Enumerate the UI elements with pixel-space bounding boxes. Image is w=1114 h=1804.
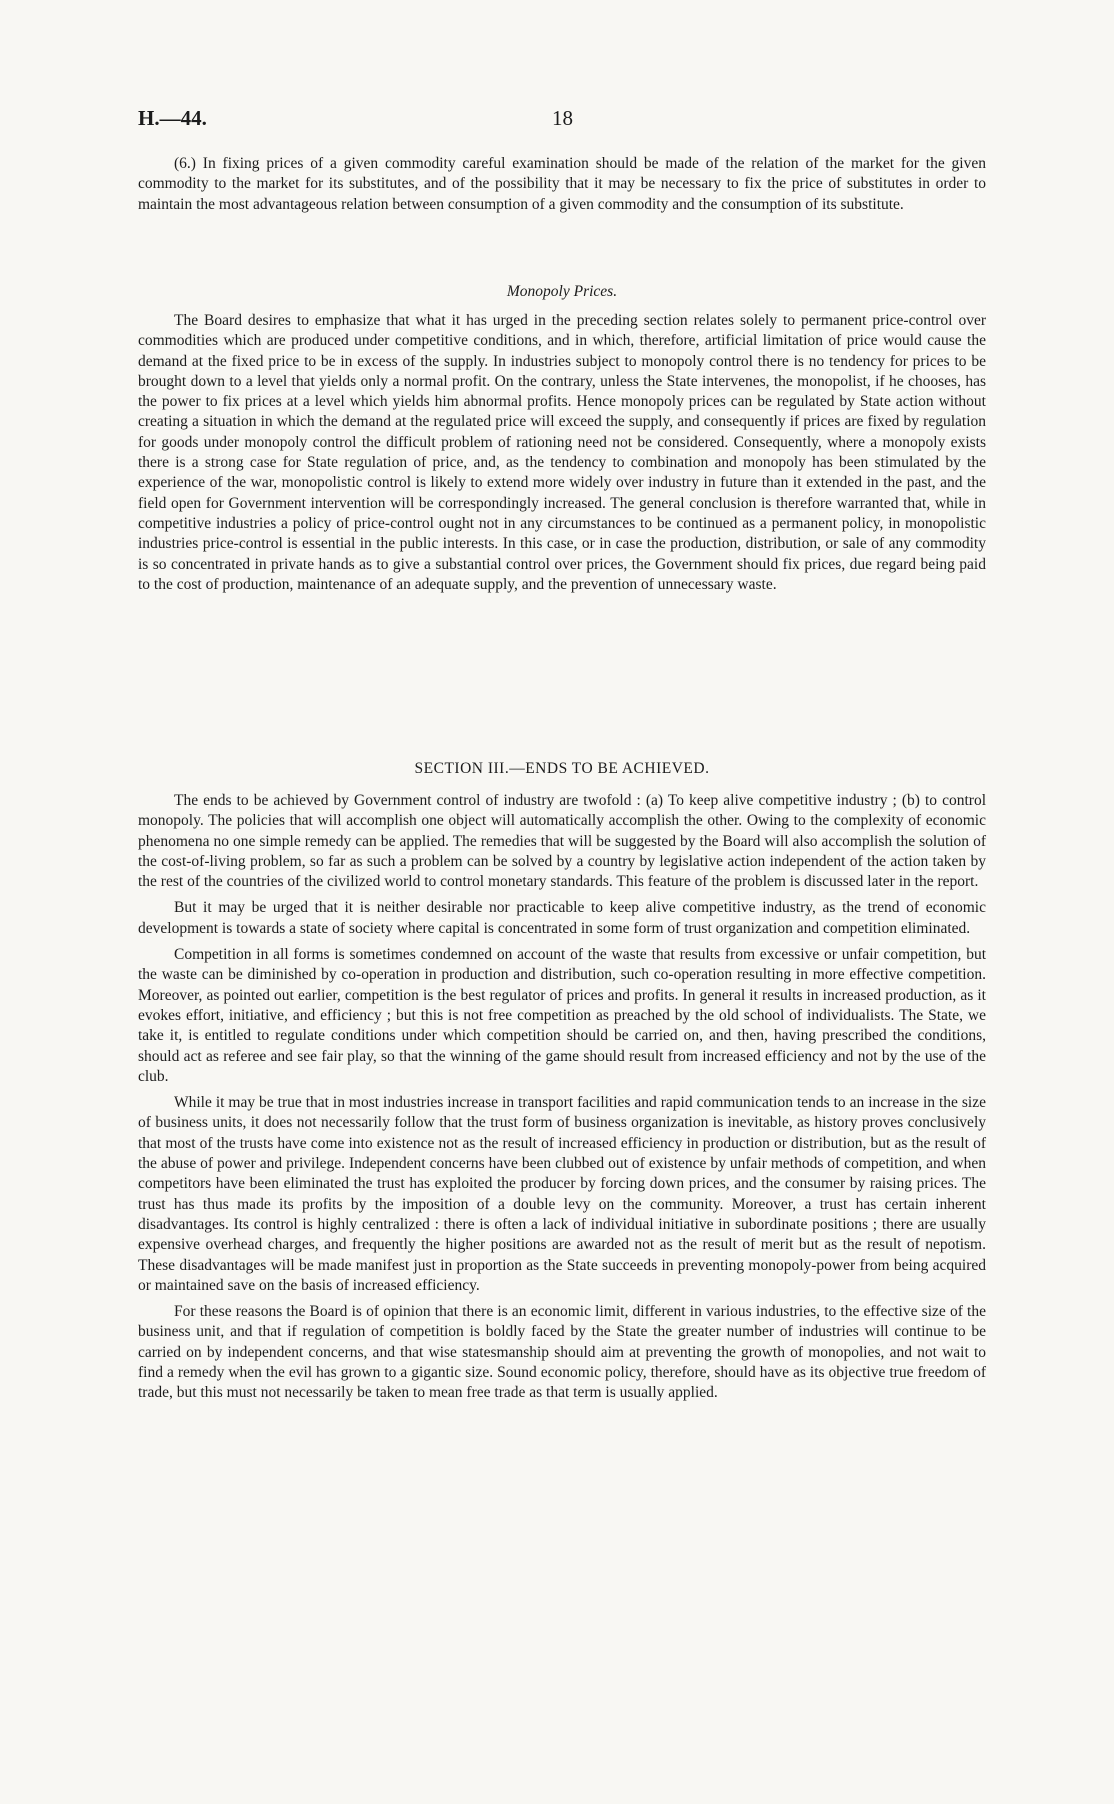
document-reference: H.—44. xyxy=(138,106,207,130)
paragraph-block-substitutes xyxy=(138,154,986,221)
subheading-monopoly-prices: Monopoly Prices. xyxy=(506,283,618,300)
section-heading: SECTION III.—ENDS TO BE ACHIEVED. xyxy=(414,760,710,777)
paragraph: (6.) In fixing prices of a given commodity careful examination should be made of the relation of the market for the given commodity to the market for its substitutes, and of the possibility that it may be necessary to fix the price of substitutes in order to maintain the most advantageous relation between consumption of a given commodity and the consumption of its substitute. xyxy=(138,155,986,213)
paragraph: But it may be urged that it is neither desirable nor practicable to keep alive competitive industry, as the trend of economic development is towards a state of society where capital is concentrated in some form of trust organization and competition eliminated. xyxy=(138,899,986,937)
page-header xyxy=(138,106,976,136)
paragraph-block-monopoly xyxy=(138,311,986,601)
paragraph-block-section-3 xyxy=(138,791,986,1410)
paragraph: The Board desires to emphasize that what it has urged in the preceding section relates solely to permanent price-control over commodities which are produced under competitive conditions, and in which, therefore, artificial limitation of price would cause the demand at the fixed price to be in excess of the supply. In industries subject to monopoly control there is no tendency for prices to be brought down to a level that yields only a normal profit. On the contrary, unless the State intervenes, the monopolist, if he chooses, has the power to fix prices at a level which yields him abnormal profits. Hence monopoly prices can be regulated by State action without creating a situation in which the demand at the regulated price will exceed the supply, and consequently if prices are fixed by regulation for goods under monopoly control the difficult problem of rationing need not be considered. Consequently, where a monopoly exists there is a strong case for State regulation of price, and, as the tendency to combination and monopoly has been stimulated by the experience of the war, monopolistic control is likely to extend more widely over industry in future than it extended in the past, and the field open for Government intervention will be correspondingly increased. The general conclusion is therefore warranted that, while in competitive industries a policy of price-control ought not in any circumstances to be continued as a permanent policy, in monopolistic industries price-control is essential in the public interests. In this case, or in case the production, distribution, or sale of any commodity is so concentrated in private hands as to give a substantial control over prices, the Government should fix prices, due regard being paid to the cost of production, maintenance of an adequate supply, and the prevention of unnecessary waste. xyxy=(138,312,986,593)
page-number: 18 xyxy=(552,106,573,130)
paragraph: While it may be true that in most industries increase in transport facilities and rapid communication tends to an increase in the size of business units, it does not necessarily follow that the trust form of business organization is inevitable, as history proves conclusively that most of the trusts have come into existence not as the result of increased efficiency in production or distribution, but as the result of the abuse of power and privilege. Independent concerns have been clubbed out of existence by unfair methods of competition, and when competitors have been eliminated the trust has exploited the producer by forcing down prices, and the consumer by raising prices. The trust has thus made its profits by the imposition of a double levy on the community. Moreover, a trust has certain inherent disadvantages. Its control is highly centralized : there is often a lack of individual initiative in subordinate positions ; there are usually expensive overhead charges, and frequently the higher positions are awarded not as the result of merit but as the result of nepotism. These disadvantages will be made manifest just in proportion as the State succeeds in preventing monopoly-power from being acquired or maintained save on the basis of increased efficiency. xyxy=(138,1094,986,1294)
paragraph: The ends to be achieved by Government control of industry are twofold : (a) To keep alive competitive industry ; (b) to control monopoly. The policies that will accomplish one object will automatically accomplish the other. Owing to the complexity of economic phenomena no one simple remedy can be applied. The remedies that will be suggested by the Board will also accomplish the solution of the cost-of-living problem, so far as such a problem can be solved by a country by legislative action independent of the action taken by the rest of the countries of the civilized world to control monetary standards. This feature of the problem is discussed later in the report. xyxy=(138,792,986,891)
paragraph: For these reasons the Board is of opinion that there is an economic limit, different in various industries, to the effective size of the business unit, and that if regulation of competition is boldly faced by the State the greater number of industries will continue to be carried on by independent concerns, and that wise statesmanship should aim at preventing the growth of monopolies, and not wait to find a remedy when the evil has grown to a gigantic size. Sound economic policy, therefore, should have as its objective true freedom of trade, but this must not necessarily be taken to mean free trade as that term is usually applied. xyxy=(138,1303,986,1402)
paragraph: Competition in all forms is sometimes condemned on account of the waste that results from excessive or unfair competition, but the waste can be diminished by co-operation in production and distribution, such co-operation resulting in more effective competition. Moreover, as pointed out earlier, competition is the best regulator of prices and profits. In general it results in increased production, as it evokes effort, initiative, and efficiency ; but this is not free competition as preached by the old school of individualists. The State, we take it, is entitled to regulate conditions under which competition should be carried on, and then, having prescribed the conditions, should act as referee and see fair play, so that the winning of the game should result from increased efficiency and not by the use of the club. xyxy=(138,946,986,1085)
